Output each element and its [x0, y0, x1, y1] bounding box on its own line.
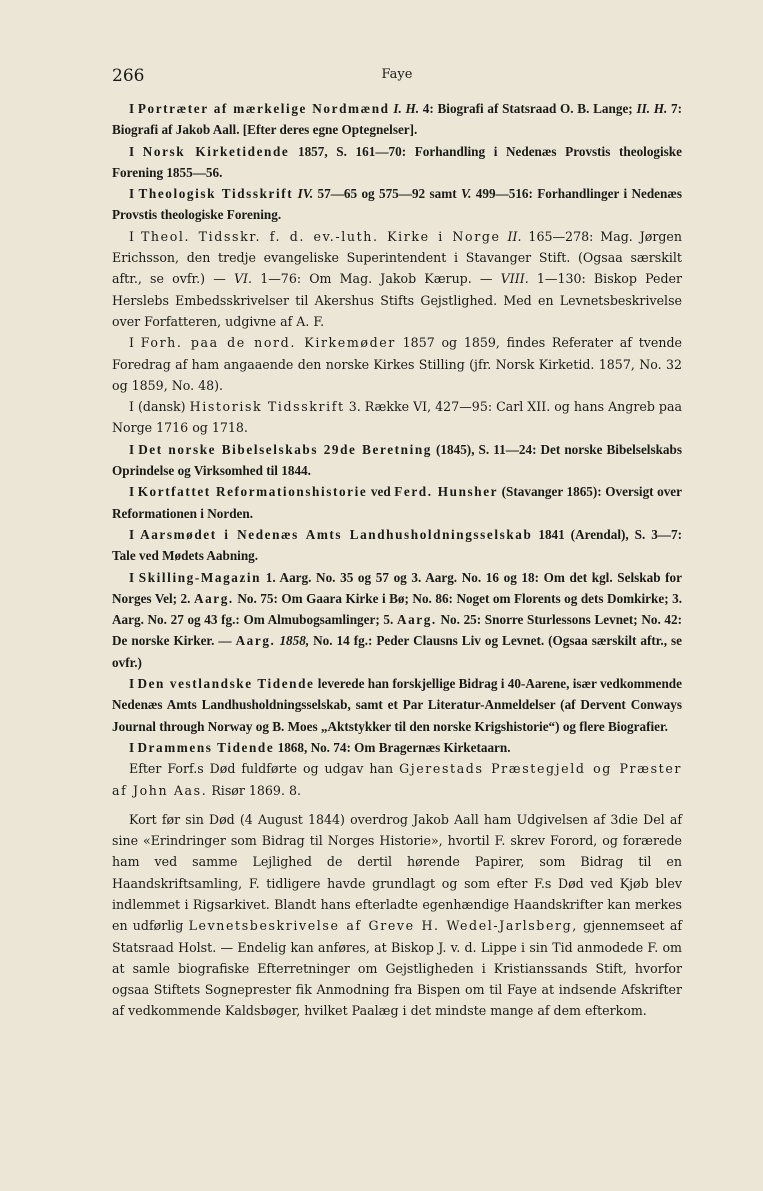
text-run: gjennemseet af Statsraad Holst. — Endelig kan anføres, at Biskop J. v. d. Lippe i sin Tid anmodede F. om at samle biografiske Efterretninger om Gejstligheden i Kristianssands Stift, hvorfor ogsaa Stiftets Sogneprester fik Anmodning fra Bispen om til Faye at indsende Afskrifter af vedkommende Kaldsbøger, hvilket Paalæg i det mindste mange af dem efterkom. [112, 918, 682, 1019]
text-run: Historisk Tidsskrift [189, 399, 345, 415]
text-run: Aarg. [235, 633, 276, 649]
text-run: I [129, 186, 139, 202]
text-run: No. 25: Snorre Sturlessons Levnet; No. 42: De norske Kirker. — [112, 612, 682, 649]
text-run: VI. [233, 271, 253, 287]
text-run: I [129, 484, 138, 500]
paragraph [112, 758, 682, 801]
text-run: I [129, 441, 139, 457]
text-run: No. 14 fg.: Peder Clausns Liv og Levnet. (Ogsaa særskilt aftr., se ovfr.) [112, 633, 682, 670]
text-run: Levnetsbeskrivelse af Greve H. Wedel-Jarlsberg, [188, 918, 578, 934]
page-number: 266 [112, 66, 145, 86]
text-run: Portræter af mærkelige Nordmænd [137, 101, 390, 116]
running-title: Faye [381, 67, 413, 82]
text-run: ved [367, 484, 395, 500]
paragraph [112, 183, 682, 226]
paragraph [112, 226, 682, 332]
text-run: I [129, 228, 141, 244]
text-run: VIII. [500, 271, 529, 287]
text-run: II. H. [636, 101, 668, 116]
text-run: Gjerestads Præstegjeld og Præster af John Aas. [112, 761, 683, 798]
text-run: I [129, 739, 138, 755]
text-run: Forh. paa de nord. Kirkemøder [140, 335, 396, 351]
text-run: Det norske Bibelselskabs 29de Beretning [138, 441, 432, 457]
paragraph [112, 439, 682, 482]
text-run: 57—65 og 575—92 samt [313, 186, 461, 202]
text-run: II. [507, 228, 522, 244]
text-run: Drammens Tidende [137, 739, 275, 755]
text-run: Kort før sin Død (4 August 1844) overdrog Jakob Aall ham Udgivelsen af 3die Del af sine «Erindringer som Bidrag til Norges Historie», hvortil F. skrev Forord, og forærede ham ved samme Lejlighed de dertil hørende Papirer, som Bidrag til en Haandskriftsamling, F. tidligere havde grundlagt og som efter F.s Død ved Kjøb blev indlemmet i Rigsarkivet. Blandt hans efterladte egenhændige Haandskrifter kan merkes en udførlig [112, 811, 682, 934]
text-run: 499—516: Forhandlinger i Nedenæs Provstis theologiske Forening. [112, 186, 683, 223]
text-run: I (dansk) [129, 399, 190, 415]
text-run: Risør 1869. 8. [207, 782, 301, 798]
text-run: 1—130: Biskop Peder Herslebs Embedsskrivelser til Akershus Stifts Gejstlighed. Med en Levnetsbeskrivelse over Forfatteren, udgivne af A. F. [112, 271, 683, 329]
paragraph [112, 567, 682, 673]
text-run: Aarg. [193, 590, 234, 606]
text-run: leverede han forskjellige Bidrag i 40-Aarene, især vedkommende Nedenæs Amts Landhusholdningsselskab, samt et Par Literatur-Anmeldelser (af Dervent Conways Journal through Norway og B. Moes „Aktstykker til den norske Krigshistorie“) og flere Biografier. [112, 676, 682, 734]
paragraph [112, 809, 682, 1022]
paragraph [112, 141, 682, 184]
text-run: No. 75: Om Gaara Kirke i Bø; No. 86: Noget om Florents og dets Domkirke; 3. Aarg. No. 27 og 43 fg.: Om Almubogsamlinger; 5. [112, 590, 682, 628]
paragraph [112, 524, 682, 567]
text-run: 1—76: Om Mag. Jakob Kærup. — [252, 271, 501, 287]
text-run: Kortfattet Reformationshistorie [137, 484, 368, 500]
text-run: 1858, [279, 633, 310, 649]
text-run: I [129, 526, 141, 542]
text-run: Theologisk Tidsskrift [138, 186, 294, 202]
paragraph [112, 737, 682, 758]
text-run: 1841 (Arendal), S. 3—7: Tale ved Mødets Aabning. [112, 526, 682, 564]
text-run: 7: Biografi af Jakob Aall. [Efter deres egne Optegnelser]. [112, 101, 683, 138]
text-run: Den vestlandske Tidende [137, 676, 315, 692]
text-run: I [129, 143, 143, 159]
text-run: 1857, S. 161—70: Forhandling i Nedenæs Provstis theologiske Forening 1855—56. [112, 143, 682, 180]
text-run: 165—278: Mag. Jørgen Erichsson, den tredje evangeliske Superintendent i Stavanger Stift. (Ogsaa særskilt aftr., se ovfr.) — [112, 228, 682, 287]
body-text [112, 98, 682, 1022]
text-run: Ferd. Hunsher [394, 484, 499, 500]
paragraph [112, 98, 682, 141]
text-run: Theol. Tidsskr. f. d. ev.-luth. Kirke i Norge [140, 228, 501, 244]
paragraph [112, 481, 682, 524]
text-run: I [129, 101, 138, 116]
text-run: 1. Aarg. No. 35 og 57 og 3. Aarg. No. 16 og 18: Om det kgl. Selskab for Norges Vel; 2. [112, 569, 683, 606]
page-header [112, 66, 682, 88]
text-run: I. H. [393, 101, 420, 116]
text-run: Skilling-Magazin [138, 569, 262, 585]
text-run [501, 229, 508, 244]
text-run: Norsk Kirketidende [142, 143, 290, 159]
text-run: I [129, 335, 141, 351]
text-run: I [129, 676, 138, 692]
text-run: 1857 og 1859, findes Referater af tvende Foredrag af ham angaaende den norske Kirkes Stilling (jfr. Norsk Kirketid. 1857, No. 32 og 1859, No. 48). [112, 335, 682, 393]
text-run: 3. Række VI, 427—95: Carl XII. og hans Angreb paa Norge 1716 og 1718. [112, 399, 682, 436]
text-run: I [129, 569, 139, 585]
text-run: Aarg. [396, 612, 437, 628]
paragraph [112, 332, 682, 396]
paragraph [112, 396, 682, 439]
text-run: Aarsmødet i Nedenæs Amts Landhusholdningsselskab [140, 526, 533, 542]
text-run: 4: Biografi af Statsraad O. B. Lange; [419, 101, 637, 116]
text-run: Efter Forf.s Død fuldførte og udgav han [129, 761, 400, 777]
text-run: (Stavanger 1865): Oversigt over Reformationen i Norden. [112, 484, 683, 521]
text-run: (1845), S. 11—24: Det norske Bibelselskabs Oprindelse og Virksomhed til 1844. [112, 441, 682, 479]
text-run: IV. [297, 186, 314, 202]
text-run: 1868, No. 74: Om Bragernæs Kirketaarn. [274, 739, 511, 755]
paragraph [112, 673, 682, 737]
text-run: V. [460, 186, 472, 202]
